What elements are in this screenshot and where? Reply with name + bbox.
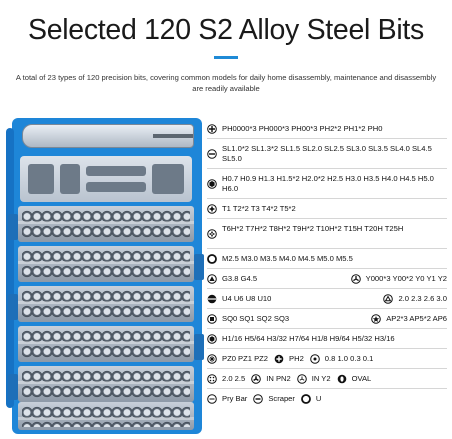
spec-row-square bbox=[207, 314, 447, 329]
screwdriver-shaft bbox=[153, 134, 193, 138]
bit-row bbox=[18, 246, 194, 282]
page-subtitle: A total of 23 types of 120 precision bits, covering common models for daily home disassembly, maintenance and disassembly are readily available bbox=[15, 73, 437, 93]
triangle-icon bbox=[207, 274, 219, 284]
spec-row-triangle bbox=[207, 274, 447, 289]
hex-icon bbox=[207, 179, 219, 189]
scraper-icon bbox=[253, 394, 265, 404]
spec-text: G3.8 G4.5 bbox=[222, 274, 258, 283]
spec-text: PH0000*3 PH000*3 PH00*3 PH2*2 PH1*2 PH0 bbox=[222, 124, 383, 133]
spec-text: T1 T2*2 T3 T4*2 T5*2 bbox=[222, 204, 296, 213]
tray-slot bbox=[28, 164, 54, 194]
spec-row-hex-socket bbox=[207, 334, 447, 349]
pry-bar-icon bbox=[207, 394, 219, 404]
spec-text: 0.8 1.0 0.3 0.1 bbox=[324, 354, 374, 363]
spec-row-torx bbox=[207, 204, 447, 219]
triangle-outline-icon bbox=[383, 294, 395, 304]
u-ring-icon bbox=[301, 394, 313, 404]
spec-text: SQ0 SQ1 SQ2 SQ3 bbox=[222, 314, 290, 323]
case-latch bbox=[8, 374, 18, 400]
tray-slot bbox=[60, 164, 80, 194]
phillips-icon bbox=[207, 124, 219, 134]
case-latch bbox=[194, 254, 204, 280]
cross-icon bbox=[274, 354, 286, 364]
spec-text: H1/16 H5/64 H3/32 H7/64 H1/8 H9/64 H5/32 H3/16 bbox=[222, 334, 395, 343]
title-underline bbox=[214, 56, 238, 59]
hex-socket-icon bbox=[207, 334, 219, 344]
dot-icon bbox=[310, 354, 322, 364]
spec-text: U bbox=[315, 394, 322, 403]
case-latch bbox=[8, 294, 18, 320]
spec-text: Pry Bar bbox=[222, 394, 248, 403]
bit-row bbox=[18, 286, 194, 322]
star-icon bbox=[371, 314, 383, 324]
tri-wing-icon bbox=[351, 274, 363, 284]
bit-row bbox=[18, 366, 194, 402]
square-icon bbox=[207, 314, 219, 324]
spec-text: AP2*3 AP5*2 AP6 bbox=[386, 314, 447, 323]
screwdriver-handle bbox=[22, 124, 194, 148]
y-point-icon bbox=[297, 374, 309, 384]
three-point-icon bbox=[251, 374, 263, 384]
spec-text: SL1.0*2 SL1.3*2 SL1.5 SL2.0 SL2.5 SL3.0 SL3.5 SL4.0 SL4.5 SL5.0 bbox=[222, 144, 432, 164]
case-latch bbox=[8, 214, 18, 240]
spec-text: U4 U6 U8 U10 bbox=[222, 294, 272, 303]
spec-text: IN PN2 bbox=[266, 374, 291, 383]
spec-text: OVAL bbox=[351, 374, 372, 383]
spec-text: 2.0 2.5 bbox=[222, 374, 246, 383]
spec-row-phillips bbox=[207, 124, 447, 139]
tray-slot bbox=[86, 182, 146, 192]
spec-text: Scraper bbox=[268, 394, 295, 403]
spec-text: PH2 bbox=[289, 354, 304, 363]
case-hinge bbox=[6, 128, 14, 408]
bit-row bbox=[18, 402, 194, 430]
case-latch bbox=[194, 334, 204, 360]
oval-icon bbox=[337, 374, 349, 384]
tray-slot bbox=[86, 166, 146, 176]
spec-text: H0.7 H0.9 H1.3 H1.5*2 H2.0*2 H2.5 H3.0 H3.5 H4.0 H4.5 H5.0 H6.0 bbox=[222, 174, 434, 194]
u-shape-icon bbox=[207, 294, 219, 304]
accessory-tray bbox=[20, 156, 192, 202]
bit-row bbox=[18, 326, 194, 362]
spec-row-pozidriv bbox=[207, 354, 447, 369]
spec-text: M2.5 M3.0 M3.5 M4.0 M4.5 M5.0 M5.5 bbox=[222, 254, 353, 263]
spec-text: 2.0 2.3 2.6 3.0 bbox=[398, 294, 447, 303]
slotted-icon bbox=[207, 149, 219, 159]
spec-row-tools bbox=[207, 394, 447, 408]
torx-icon bbox=[207, 204, 219, 214]
pozidriv-icon bbox=[207, 354, 219, 364]
spec-text: T6H*2 T7H*2 T8H*2 T9H*2 T10H*2 T15H T20H T25H bbox=[222, 224, 404, 233]
four-point-icon bbox=[207, 374, 219, 384]
tray-slot bbox=[152, 164, 184, 194]
bit-set-case-image bbox=[6, 118, 206, 434]
spec-row-hex bbox=[207, 174, 447, 199]
spec-text: IN Y2 bbox=[311, 374, 331, 383]
spec-text: Y000*3 Y00*2 Y0 Y1 Y2 bbox=[365, 274, 447, 283]
bit-row bbox=[18, 206, 194, 242]
torx-hole-icon bbox=[207, 229, 219, 239]
spec-text: PZ0 PZ1 PZ2 bbox=[222, 354, 269, 363]
spec-row-pentalobe bbox=[207, 254, 447, 269]
spec-row-torx-hole bbox=[207, 224, 447, 249]
spec-row-u-shape bbox=[207, 294, 447, 309]
spec-row-special bbox=[207, 374, 447, 389]
pentalobe-icon bbox=[207, 254, 219, 264]
page-title: Selected 120 S2 Alloy Steel Bits bbox=[28, 14, 424, 46]
spec-row-slotted bbox=[207, 144, 447, 169]
